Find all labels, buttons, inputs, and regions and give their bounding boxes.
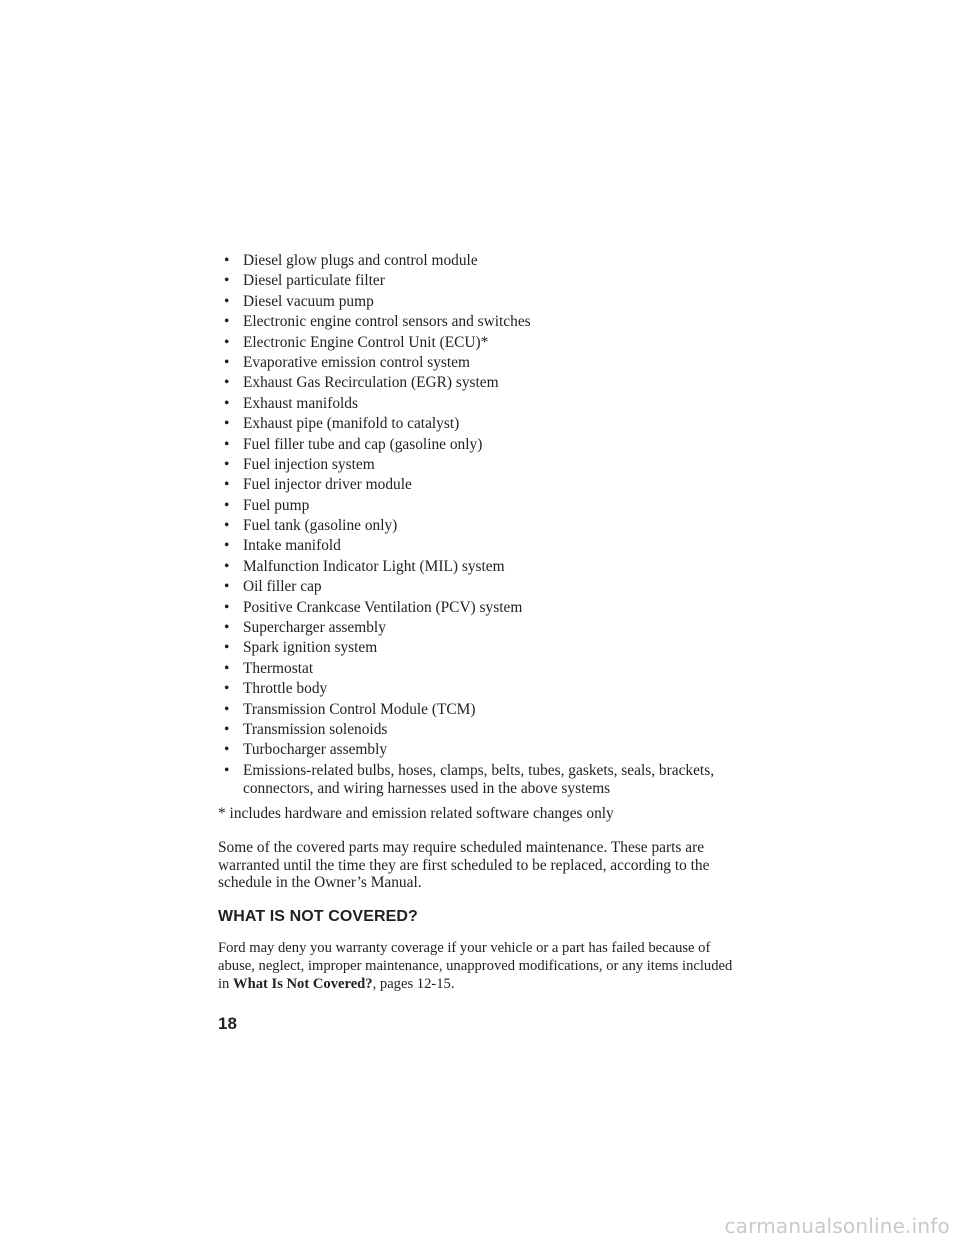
bullet-icon: • (224, 761, 230, 779)
bullet-icon: • (224, 741, 230, 759)
bullet-icon: • (224, 353, 230, 371)
list-item (218, 599, 738, 618)
watermark: carmanualsonline.info (724, 1214, 950, 1238)
list-item-text: Transmission Control Module (TCM) (243, 700, 476, 718)
list-item-text: Fuel pump (243, 496, 310, 514)
bullet-icon: • (224, 639, 230, 657)
maintenance-paragraph: Some of the covered parts may require scheduled maintenance. These parts are warranted until the time they are first scheduled to be replaced, according to the schedule in the Owner’s Manual. (218, 838, 710, 892)
list-item (218, 313, 738, 332)
list-item-text: Exhaust pipe (manifold to catalyst) (243, 415, 460, 433)
list-item-text: Transmission solenoids (243, 720, 388, 738)
footnote: * includes hardware and emission related software changes only (218, 804, 614, 822)
bullet-icon: • (224, 292, 230, 310)
document-body (218, 252, 738, 1008)
list-item-text: Throttle body (243, 680, 328, 698)
list-item-text: Positive Crankcase Ventilation (PCV) system (243, 598, 523, 616)
bullet-icon: • (224, 578, 230, 596)
list-item-text: Emissions-related bulbs, hoses, clamps, belts, tubes, gaskets, seals, brackets, connectors, and wiring harnesses used in the above systems (243, 761, 715, 798)
list-item (218, 497, 738, 516)
list-item (218, 558, 738, 577)
list-item-text: Diesel vacuum pump (243, 292, 374, 310)
list-item-text: Exhaust Gas Recirculation (EGR) system (243, 374, 499, 392)
not-covered-reference: What Is Not Covered? (233, 975, 373, 992)
list-item (218, 354, 738, 373)
list-item-text: Diesel glow plugs and control module (243, 252, 478, 269)
bullet-icon: • (224, 680, 230, 698)
bullet-icon: • (224, 313, 230, 331)
bullet-icon: • (224, 476, 230, 494)
not-covered-text-after: , pages 12-15. (372, 975, 455, 992)
list-item (218, 517, 738, 536)
bullet-icon: • (224, 415, 230, 433)
list-item-text: Thermostat (243, 659, 314, 677)
list-item (218, 436, 738, 455)
list-item (218, 619, 738, 638)
list-item (218, 741, 738, 760)
covered-parts-list (218, 252, 738, 799)
list-item-text: Exhaust manifolds (243, 394, 358, 412)
list-item (218, 415, 738, 434)
not-covered-paragraph (218, 940, 738, 993)
list-item (218, 476, 738, 495)
bullet-icon: • (224, 435, 230, 453)
bullet-icon: • (224, 496, 230, 514)
list-item (218, 660, 738, 679)
bullet-icon: • (224, 333, 230, 351)
list-item (218, 395, 738, 414)
list-item-text: Fuel injector driver module (243, 476, 412, 494)
bullet-icon: • (224, 537, 230, 555)
list-item (218, 578, 738, 597)
list-item (218, 537, 738, 556)
list-item-text: Evaporative emission control system (243, 353, 470, 371)
bullet-icon: • (224, 272, 230, 290)
list-item (218, 639, 738, 658)
list-item (218, 762, 738, 799)
bullet-icon: • (224, 557, 230, 575)
list-item-text: Supercharger assembly (243, 619, 386, 637)
bullet-icon: • (224, 700, 230, 718)
list-item (218, 374, 738, 393)
list-item (218, 701, 738, 720)
list-item (218, 456, 738, 475)
bullet-icon: • (224, 720, 230, 738)
not-covered-text-before: Ford may deny you warranty coverage if your vehicle or a part has failed because of abuse, neglect, improper maintenance, unapproved modifications, or any items included in (218, 940, 733, 992)
list-item (218, 334, 738, 353)
list-item (218, 680, 738, 699)
bullet-icon: • (224, 659, 230, 677)
list-item-text: Fuel tank (gasoline only) (243, 517, 398, 535)
bullet-icon: • (224, 252, 230, 269)
list-item-text: Oil filler cap (243, 578, 322, 596)
list-item-text: Spark ignition system (243, 639, 378, 657)
bullet-icon: • (224, 455, 230, 473)
list-item-text: Fuel injection system (243, 455, 375, 473)
bullet-icon: • (224, 598, 230, 616)
list-item-text: Diesel particulate filter (243, 272, 385, 290)
bullet-icon: • (224, 619, 230, 637)
list-item-text: Fuel filler tube and cap (gasoline only) (243, 435, 483, 453)
page-number: 18 (218, 1014, 237, 1033)
list-item-text: Turbocharger assembly (243, 741, 388, 759)
list-item (218, 721, 738, 740)
list-item-text: Intake manifold (243, 537, 341, 555)
list-item (218, 252, 738, 271)
bullet-icon: • (224, 517, 230, 535)
list-item-text: Malfunction Indicator Light (MIL) system (243, 557, 505, 575)
list-item-text: Electronic Engine Control Unit (ECU)* (243, 333, 489, 351)
list-item-text: Electronic engine control sensors and switches (243, 313, 531, 331)
bullet-icon: • (224, 374, 230, 392)
list-item (218, 272, 738, 291)
section-heading: WHAT IS NOT COVERED? (218, 908, 418, 926)
list-item (218, 293, 738, 312)
bullet-icon: • (224, 394, 230, 412)
